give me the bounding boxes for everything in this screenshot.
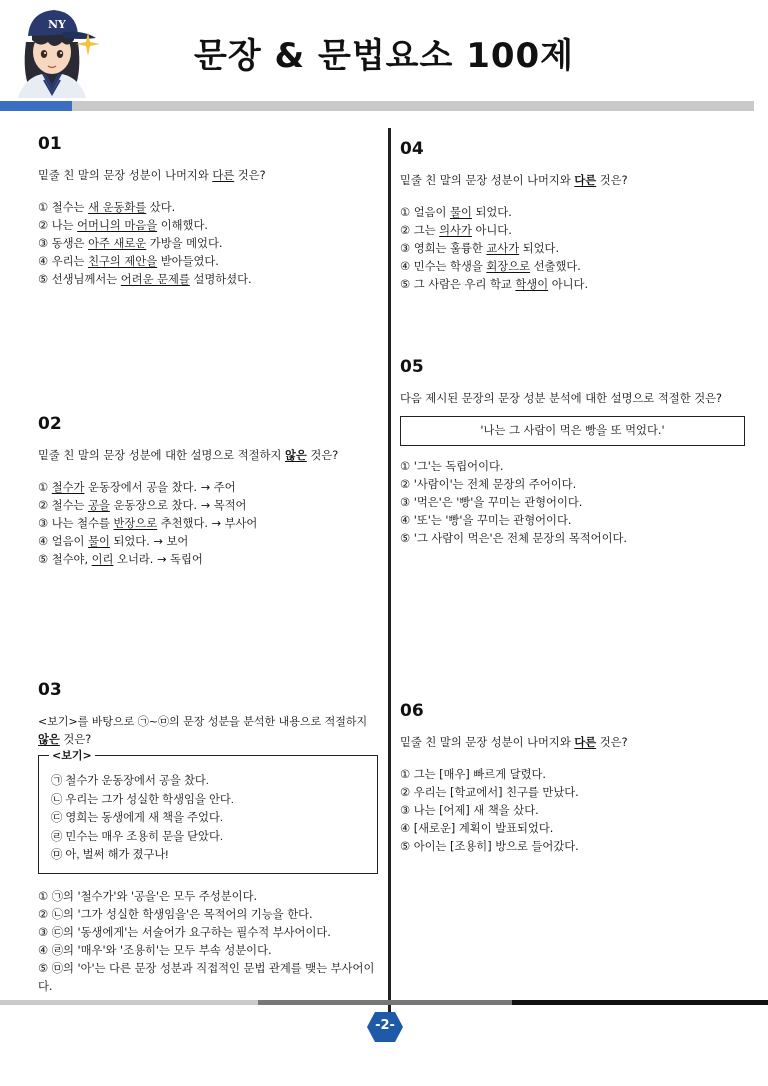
option-2: ② 우리는 [학교에서] 친구를 만났다. (400, 786, 579, 799)
question-stem: 밑줄 친 말의 문장 성분이 나머지와 다른 것은? (38, 169, 266, 182)
page-number-badge (366, 1011, 404, 1043)
option-1: ① ㉠의 '철수가'와 '공을'은 모두 주성분이다. (38, 889, 258, 903)
question-01 (38, 135, 378, 289)
header-accent-rule (0, 101, 72, 111)
option-3: ③ 나는 [어제] 새 책을 샀다. (400, 804, 539, 817)
option-5: ⑤ ㉤의 '아'는 다른 문장 성분과 직접적인 문법 관계를 맺는 부사어이다. (38, 961, 375, 993)
option-2: ② '사람이'는 전체 문장의 주어이다. (400, 478, 577, 491)
option-3: ③ 동생은 아주 새로운 가방을 메었다. (38, 237, 223, 250)
example-box (38, 749, 378, 874)
option-5: ⑤ 선생님께서는 어려운 문제를 설명하셨다. (38, 273, 252, 286)
question-stem: 밑줄 친 말의 문장 성분이 나머지와 다른 것은? (400, 174, 628, 187)
option-1: ① 철수가 운동장에서 공을 찼다. → 주어 (38, 481, 236, 494)
option-1: ① 얼음이 물이 되었다. (400, 206, 512, 219)
footer-rule-mid (258, 1000, 512, 1005)
example-line: ㉠ 철수가 운동장에서 공을 찼다. (51, 775, 209, 787)
option-4: ④ ㉣의 '매우'와 '조용히'는 모두 부속 성분이다. (38, 943, 272, 957)
option-4: ④ 우리는 친구의 제안을 받아들였다. (38, 255, 219, 268)
question-number: 05 (400, 357, 424, 377)
option-2: ② 철수는 공을 운동장으로 찼다. → 목적어 (38, 499, 247, 512)
footer-rule-light (0, 1000, 258, 1005)
question-stem: 다음 제시된 문장의 문장 성분 분석에 대한 설명으로 적절한 것은? (400, 392, 723, 405)
question-number: 02 (38, 414, 62, 434)
option-2: ② 나는 어머니의 마음을 이해했다. (38, 219, 208, 232)
option-3: ③ '먹은'은 '빵'을 꾸미는 관형어이다. (400, 496, 583, 509)
option-3: ③ ㉢의 '동생에게'는 서술어가 요구하는 필수적 부사어이다. (38, 925, 331, 939)
question-stem: 밑줄 친 말의 문장 성분에 대한 설명으로 적절하지 않은 것은? (38, 449, 339, 462)
option-4: ④ 민수는 학생을 회장으로 선출했다. (400, 260, 581, 273)
option-5: ⑤ 철수야, 이리 오너라. → 독립어 (38, 553, 203, 566)
question-04 (400, 140, 745, 294)
question-number: 03 (38, 680, 62, 700)
option-5: ⑤ 아이는 [조용히] 방으로 들어갔다. (400, 840, 579, 853)
svg-text:NY: NY (48, 18, 66, 31)
header-rule (0, 101, 754, 111)
example-line: ㉡ 우리는 그가 성실한 학생임을 안다. (51, 793, 234, 806)
example-line: ㉢ 영희는 동생에게 새 책을 주었다. (51, 812, 223, 824)
footer-rule-dark (512, 1000, 768, 1005)
option-4: ④ 얼음이 물이 되었다. → 보어 (38, 535, 189, 548)
page-number: -2- (375, 1018, 395, 1033)
question-number: 04 (400, 139, 424, 159)
quoted-sentence-box: '나는 그 사람이 먹은 빵을 또 먹었다.' (400, 416, 745, 446)
option-2: ② 그는 의사가 아니다. (400, 224, 512, 237)
question-number: 06 (400, 701, 424, 721)
option-1: ① 그는 [매우] 빠르게 달렸다. (400, 768, 547, 781)
question-06 (400, 702, 745, 856)
option-3: ③ 나는 철수를 반장으로 추천했다. → 부사어 (38, 517, 258, 530)
question-02 (38, 415, 378, 569)
option-3: ③ 영희는 훌륭한 교사가 되었다. (400, 242, 560, 255)
page-title: 문장 & 문법요소 100제 (193, 36, 575, 76)
example-box-label: <보기> (49, 747, 95, 765)
page-header (0, 0, 768, 112)
option-5: ⑤ 그 사람은 우리 학교 학생이 아니다. (400, 278, 589, 291)
question-05 (400, 358, 745, 548)
question-number: 01 (38, 134, 62, 154)
question-stem: <보기>를 바탕으로 ㉠~㉤의 문장 성분을 분석한 내용으로 적절하지 않은 것은? (38, 715, 368, 746)
example-line: ㉣ 민수는 매우 조용히 문을 닫았다. (51, 830, 223, 843)
option-1: ① 철수는 새 운동화를 샀다. (38, 201, 176, 214)
option-2: ② ㉡의 '그가 성실한 학생임을'은 목적어의 기능을 한다. (38, 907, 313, 921)
option-4: ④ [새로운] 계획이 발표되었다. (400, 822, 554, 835)
option-5: ⑤ '그 사람이 먹은'은 전체 문장의 목적어이다. (400, 532, 627, 545)
example-line: ㉤ 아, 벌써 해가 졌구나! (51, 849, 169, 861)
option-1: ① '그'는 독립어이다. (400, 460, 504, 473)
question-03 (38, 681, 378, 996)
option-4: ④ '또'는 '빵'을 꾸미는 관형어이다. (400, 514, 572, 527)
question-stem: 밑줄 친 말의 문장 성분이 나머지와 다른 것은? (400, 736, 628, 749)
column-divider (388, 128, 391, 1012)
